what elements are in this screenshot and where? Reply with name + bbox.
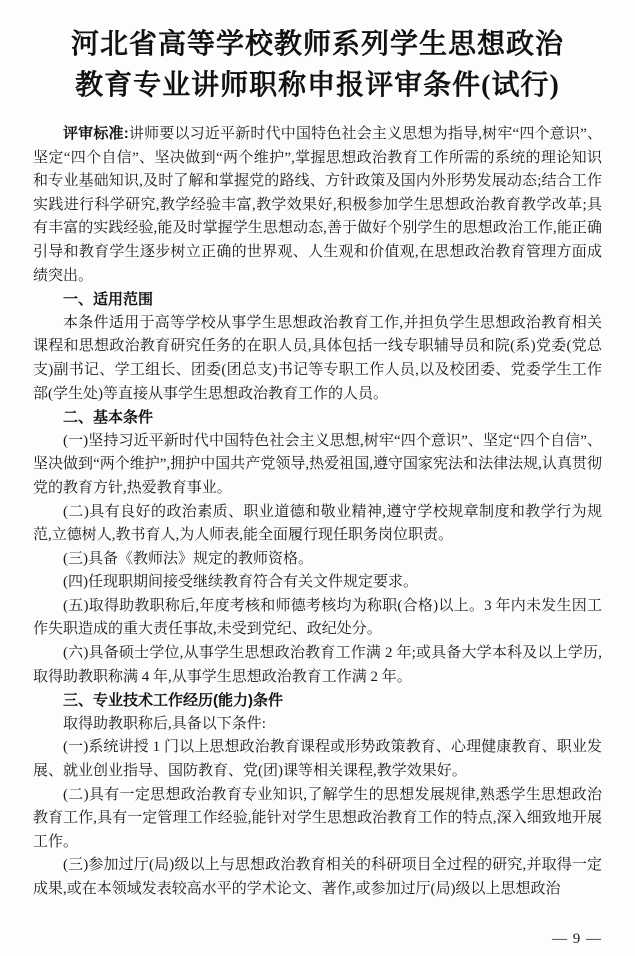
page-title [33, 24, 602, 106]
section-heading-work-experience: 三、专业技术工作经历(能力)条件 [63, 692, 283, 710]
review-standard-text: 讲师要以习近平新时代中国特色社会主义思想为指导,树牢“四个意识”、坚定“四个自信”、坚决做到“两个维护”,掌握思想政治教育工作所需的系统的理论知识和专业基础知识,及时了解和掌握党的路线、方针政策及国内外形势发展动态;结合工作实践进行科学研究,教学经验丰富,教学效果好,积极参加学生思想政治教育教学改革;具有丰富的实践经验,能及时掌握学生思想动态,善于做好个别学生的思想政治工作,能正确引导和教育学生逐步树立正确的世界观、人生观和价值观,在思想政治教育管理方面成绩突出。 [33, 126, 602, 284]
work-experience-item-1: (一)系统讲授 1 门以上思想政治教育课程或形势政策教育、心理健康教育、职业发展、就业创业指导、国防教育、党(团)课等相关课程,教学效果好。 [33, 739, 602, 780]
work-experience-intro: 取得助教职称后,具备以下条件: [63, 715, 266, 732]
title-line-2: 教育专业讲师职称申报评审条件(试行) [75, 70, 560, 101]
work-experience-item-3: (三)参加过厅(局)级以上与思想政治教育相关的科研项目全过程的研究,并取得一定成果,或在本领域发表较高水平的学术论文、著作,或参加过厅(局)级以上思想政治 [33, 857, 602, 897]
title-line-1: 河北省高等学校教师系列学生思想政治 [70, 29, 564, 60]
basic-condition-item-6: (六)具备硕士学位,从事学生思想政治教育工作满 2 年;或具备大学本科及以上学历,取得助教职称满 4 年,从事学生思想政治教育工作满 2 年。 [33, 645, 602, 685]
document-body [33, 122, 602, 902]
section-heading-basic-conditions: 二、基本条件 [63, 409, 154, 427]
review-standard-paragraph [33, 122, 602, 288]
work-experience-item-2: (二)具有一定思想政治教育专业知识,了解学生的思想发展规律,熟悉学生思想政治教育工作,具有一定管理工作经验,能针对学生思想政治教育工作的特点,深入细致地开展工作。 [33, 786, 602, 850]
basic-condition-item-5: (五)取得助教职称后,年度考核和师德考核均为称职(合格)以上。3 年内未发生因工作失职造成的重大责任事故,未受到党纪、政纪处分。 [33, 597, 602, 638]
basic-condition-item-3: (三)具备《教师法》规定的教师资格。 [63, 550, 313, 567]
section-heading-scope: 一、适用范围 [63, 291, 154, 309]
basic-condition-item-4: (四)任现职期间接受继续教育符合有关文件规定要求。 [63, 574, 418, 591]
page-number: — 9 — [552, 931, 602, 947]
scope-paragraph: 本条件适用于高等学校从事学生思想政治教育工作,并担负学生思想政治教育相关课程和思想政治教育研究任务的在职人员,具体包括一线专职辅导员和院(系)党委(党总支)副书记、学工组长、团委(团总支)书记等专职工作人员,以及校团委、党委学生工作部(学生处)等直接从事学生思想政治教育工作的人员。 [33, 314, 602, 402]
basic-condition-item-2: (二)具有良好的政治素质、职业道德和敬业精神,遵守学校规章制度和教学行为规范,立德树人,教书育人,为人师表,能全面履行现任职务岗位职责。 [33, 503, 602, 544]
review-standard-label: 评审标准: [63, 125, 129, 142]
basic-condition-item-1: (一)坚持习近平新时代中国特色社会主义思想,树牢“四个意识”、坚定“四个自信”、坚决做到“两个维护”,拥护中国共产党领导,热爱祖国,遵守国家宪法和法律法规,认真贯彻党的教育方针,热爱教育事业。 [33, 432, 602, 496]
